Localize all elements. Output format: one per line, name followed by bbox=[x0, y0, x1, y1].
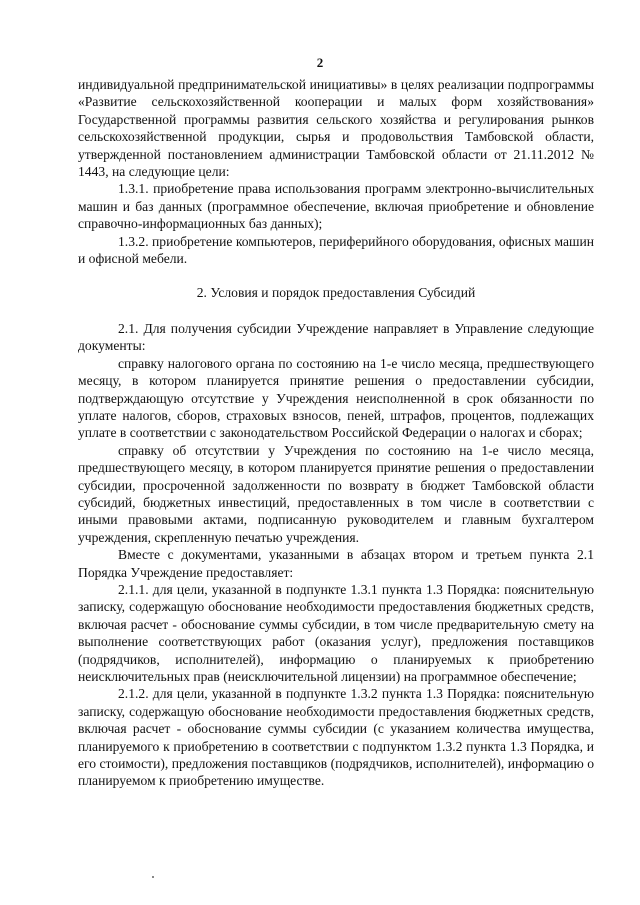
paragraph-additional-documents: Вместе с документами, указанными в абзацах втором и третьем пункта 2.1 Порядка Учреждение предоставляет: bbox=[78, 547, 594, 580]
paragraph-item-1-3-1: 1.3.1. приобретение права использования программ электронно-вычислительных машин и баз данных (программное обеспечение, включая приобретение и обновление справочно-информационных баз данных); bbox=[78, 181, 594, 232]
scan-speck bbox=[152, 876, 154, 878]
paragraph-item-2-1-2: 2.1.2. для цели, указанной в подпункте 1.3.2 пункта 1.3 Порядка: пояснительную записку, содержащую обоснование необходимости предоставления бюджетных средств, включая расчет - обоснование суммы субсидии (с указанием количества имущества, планируемого к приобретению в соответствии с подпунктом 1.3.2 пункта 1.3 Порядка, и его стоимости), предложения поставщиков (подрядчиков, исполнителей), информацию о планируемом к приобретению имуществе. bbox=[78, 686, 594, 789]
page-number: 2 bbox=[316, 55, 324, 70]
paragraph-item-1-3-2: 1.3.2. приобретение компьютеров, периферийного оборудования, офисных машин и офисной мебели. bbox=[78, 233, 594, 267]
paragraph-item-2-1: 2.1. Для получения субсидии Учреждение направляет в Управление следующие документы: bbox=[78, 320, 594, 354]
document-body bbox=[78, 76, 594, 790]
section-title: 2. Условия и порядок предоставления Субсидий bbox=[196, 285, 476, 301]
paragraph-item-2-1-1: 2.1.1. для цели, указанной в подпункте 1.3.1 пункта 1.3 Порядка: пояснительную записку, содержащую обоснование необходимости предоставления бюджетных средств, включая расчет - обоснование суммы субсидии, в том числе предварительную смету на выполнение соответствующих работ (оказания услуг), предложения поставщиков (подрядчиков, исполнителей), информацию о планируемых к приобретению неисключительных прав (неисключительной лицензии) на программное обеспечение; bbox=[78, 581, 594, 684]
paragraph-debt-certificate: справку об отсутствии у Учреждения по состоянию на 1-е число месяца, предшествующего месяцу, в котором планируется принятие решения о предоставлении субсидии, просроченной задолженности по возврату в бюджет Тамбовской области субсидий, бюджетных инвестиций, предоставленных в том числе в соответствии с иными правовыми актами, подписанную руководителем и главным бухгалтером учреждения, скрепленную печатью учреждения. bbox=[78, 442, 594, 545]
paragraph-continuation: индивидуальной предпринимательской инициативы» в целях реализации подпрограммы «Развитие сельскохозяйственной кооперации и малых форм хозяйствования» Государственной программы развития сельского хозяйства и регулирования рынков сельскохозяйственной продукции, сырья и продовольствия Тамбовской области, утвержденной постановлением администрации Тамбовской области от 21.11.2012 № 1443, на следующие цели: bbox=[78, 77, 594, 180]
paragraph-tax-certificate: справку налогового органа по состоянию на 1-е число месяца, предшествующего месяцу, в котором планируется принятие решения о предоставлении субсидии, подтверждающую отсутствие у Учреждения неисполненной в срок обязанности по уплате налогов, сборов, страховых взносов, пеней, штрафов, процентов, подлежащих уплате в соответствии с законодательством Российской Федерации о налогах и сборах; bbox=[78, 355, 594, 441]
